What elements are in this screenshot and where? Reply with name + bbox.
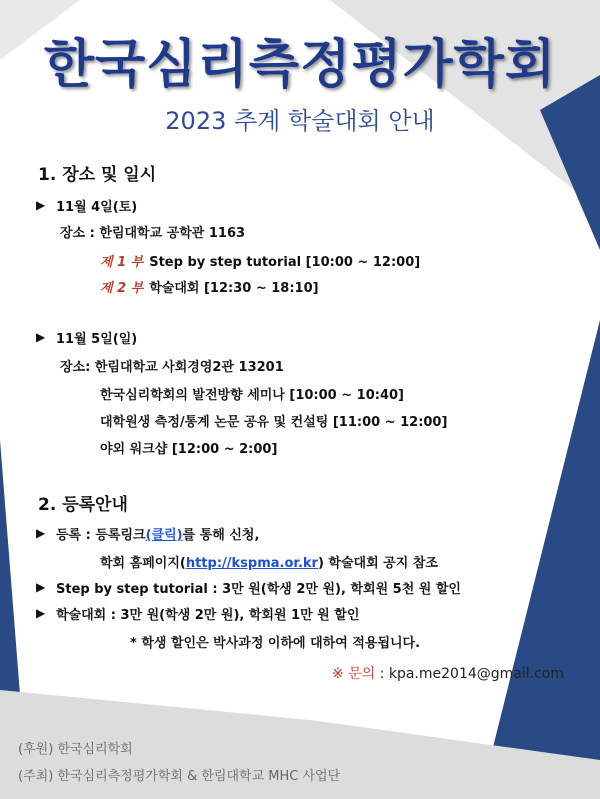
day2-date: 11월 5일(일) <box>56 332 138 347</box>
day1-session1 <box>100 251 420 270</box>
contact-label: ※ 문의 <box>332 666 376 682</box>
session2-text: 학술대회 [12:30 ~ 18:10] <box>149 281 319 296</box>
day1-date: 11월 4일(토) <box>56 200 138 215</box>
footer-host: (주최) 한국심리측정평가학회 & 한림대학교 MHC 사업단 <box>18 769 341 784</box>
contact-info <box>332 663 564 683</box>
day2-venue: 장소: 한림대학교 사회경영2관 13201 <box>60 360 284 375</box>
registration-line <box>56 524 259 543</box>
day2-item: 대학원생 측정/통계 논문 공유 및 컨설팅 [11:00 ~ 12:00] <box>100 415 448 430</box>
fee-conference: 학술대회 : 3만 원(학생 2만 원), 학회원 1만 원 할인 <box>56 608 360 623</box>
session2-label: 제 2 부 <box>100 281 144 296</box>
page-subtitle: 2023 추계 학술대회 안내 <box>165 107 435 135</box>
registration-prefix: 등록 : 등록링크 <box>56 528 146 543</box>
bullet-triangle-icon: ▶ <box>36 198 46 212</box>
day2-item: 야외 워크샵 [12:00 ~ 2:00] <box>100 442 278 457</box>
bullet-triangle-icon: ▶ <box>36 580 46 594</box>
section-venue-heading: 1. 장소 및 일시 <box>38 165 157 185</box>
page-title: 한국심리측정평가학회 <box>43 35 557 95</box>
registration-link[interactable]: (클릭) <box>145 528 183 543</box>
bullet-triangle-icon: ▶ <box>36 606 46 620</box>
contact-email: : kpa.me2014@gmail.com <box>375 666 564 682</box>
bottom-right-navy-shape <box>480 320 600 799</box>
bullet-triangle-icon: ▶ <box>36 330 46 344</box>
registration-suffix: 를 통해 신청, <box>182 528 260 543</box>
fee-tutorial: Step by step tutorial : 3만 원(학생 2만 원), 학회원 5천 원 할인 <box>56 582 461 597</box>
day1-session2 <box>100 277 319 296</box>
bullet-triangle-icon: ▶ <box>36 526 46 540</box>
homepage-prefix: 학회 홈페이지( <box>100 556 186 571</box>
homepage-suffix: ) 학술대회 공지 참조 <box>317 556 438 571</box>
homepage-line <box>100 552 438 571</box>
footer-sponsor: (후원) 한국심리학회 <box>18 742 133 757</box>
session1-text: Step by step tutorial [10:00 ~ 12:00] <box>149 255 421 270</box>
day1-venue: 장소 : 한림대학교 공학관 1163 <box>60 226 246 241</box>
bottom-left-navy-shape <box>0 440 22 720</box>
student-discount-note: * 학생 할인은 박사과정 이하에 대하여 적용됩니다. <box>130 636 421 651</box>
day2-item: 한국심리학회의 발전방향 세미나 [10:00 ~ 10:40] <box>100 388 404 403</box>
homepage-link[interactable]: http://kspma.or.kr <box>185 556 318 571</box>
session1-label: 제 1 부 <box>100 255 144 270</box>
section-registration-heading: 2. 등록안내 <box>38 495 128 515</box>
